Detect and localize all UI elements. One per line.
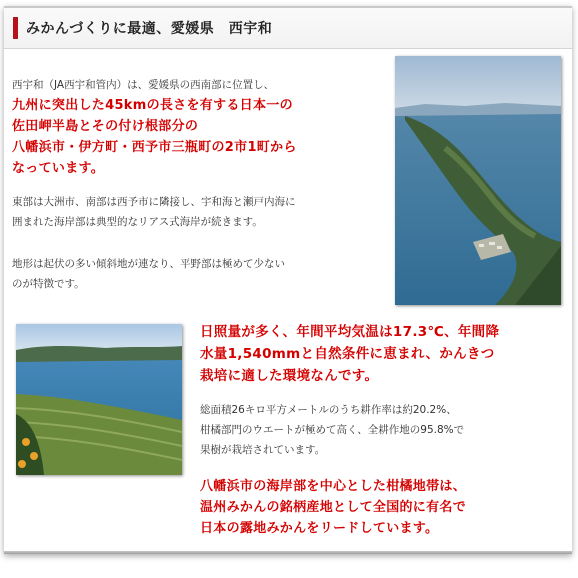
content-card <box>4 6 572 554</box>
paragraph-line: 柑橘部門のウエートが極めて高く、全耕作地の95.8%で <box>200 424 465 436</box>
paragraph-line: 総面積26キロ平方メートルのうち耕作率は約20.2%、 <box>200 404 457 416</box>
paragraph-line: 東部は大洲市、南部は西予市に隣接し、宇和海と瀬戸内海に <box>12 196 296 208</box>
highlight-line: 八幡浜市・伊方町・西予市三瓶町の2市1町から <box>12 140 297 155</box>
bottom-divider <box>4 551 572 554</box>
header-accent-bar <box>13 17 18 39</box>
closing-highlight-line: 日本の露地みかんをリードしています。 <box>200 521 439 536</box>
intro-text: 西宇和（JA西宇和管内）は、愛媛県の西南部に位置し、 <box>12 79 275 91</box>
peninsula-photo <box>395 56 561 305</box>
page-title: みかんづくりに最適、愛媛県 西宇和 <box>26 21 273 37</box>
highlight-line: 日照量が多く、年間平均気温は17.3℃、年間降 <box>200 324 500 340</box>
highlight-line: 栽培に適した環境なんです。 <box>200 368 379 384</box>
paragraph-line: 囲まれた海岸部は典型的なリアス式海岸が続きます。 <box>12 216 263 228</box>
closing-highlight-line: 八幡浜市の海岸部を中心とした柑橘地帯は、 <box>200 479 467 494</box>
highlight-line: なっています。 <box>12 161 105 176</box>
closing-highlight-line: 温州みかんの銘柄産地として全国的に有名で <box>200 500 467 515</box>
orchard-photo <box>16 324 182 475</box>
section-header <box>4 6 572 49</box>
highlight-line: 佐田岬半島とその付け根部分の <box>12 119 199 134</box>
paragraph-line: 果樹が栽培されています。 <box>200 444 326 456</box>
paragraph-line: 地形は起伏の多い傾斜地が連なり、平野部は極めて少ない <box>12 258 285 270</box>
paragraph-line: のが特徴です。 <box>12 278 85 290</box>
highlight-line: 水量1,540mmと自然条件に恵まれ、かんきつ <box>200 346 495 362</box>
highlight-line: 九州に突出した45kmの長さを有する日本一の <box>12 98 293 113</box>
